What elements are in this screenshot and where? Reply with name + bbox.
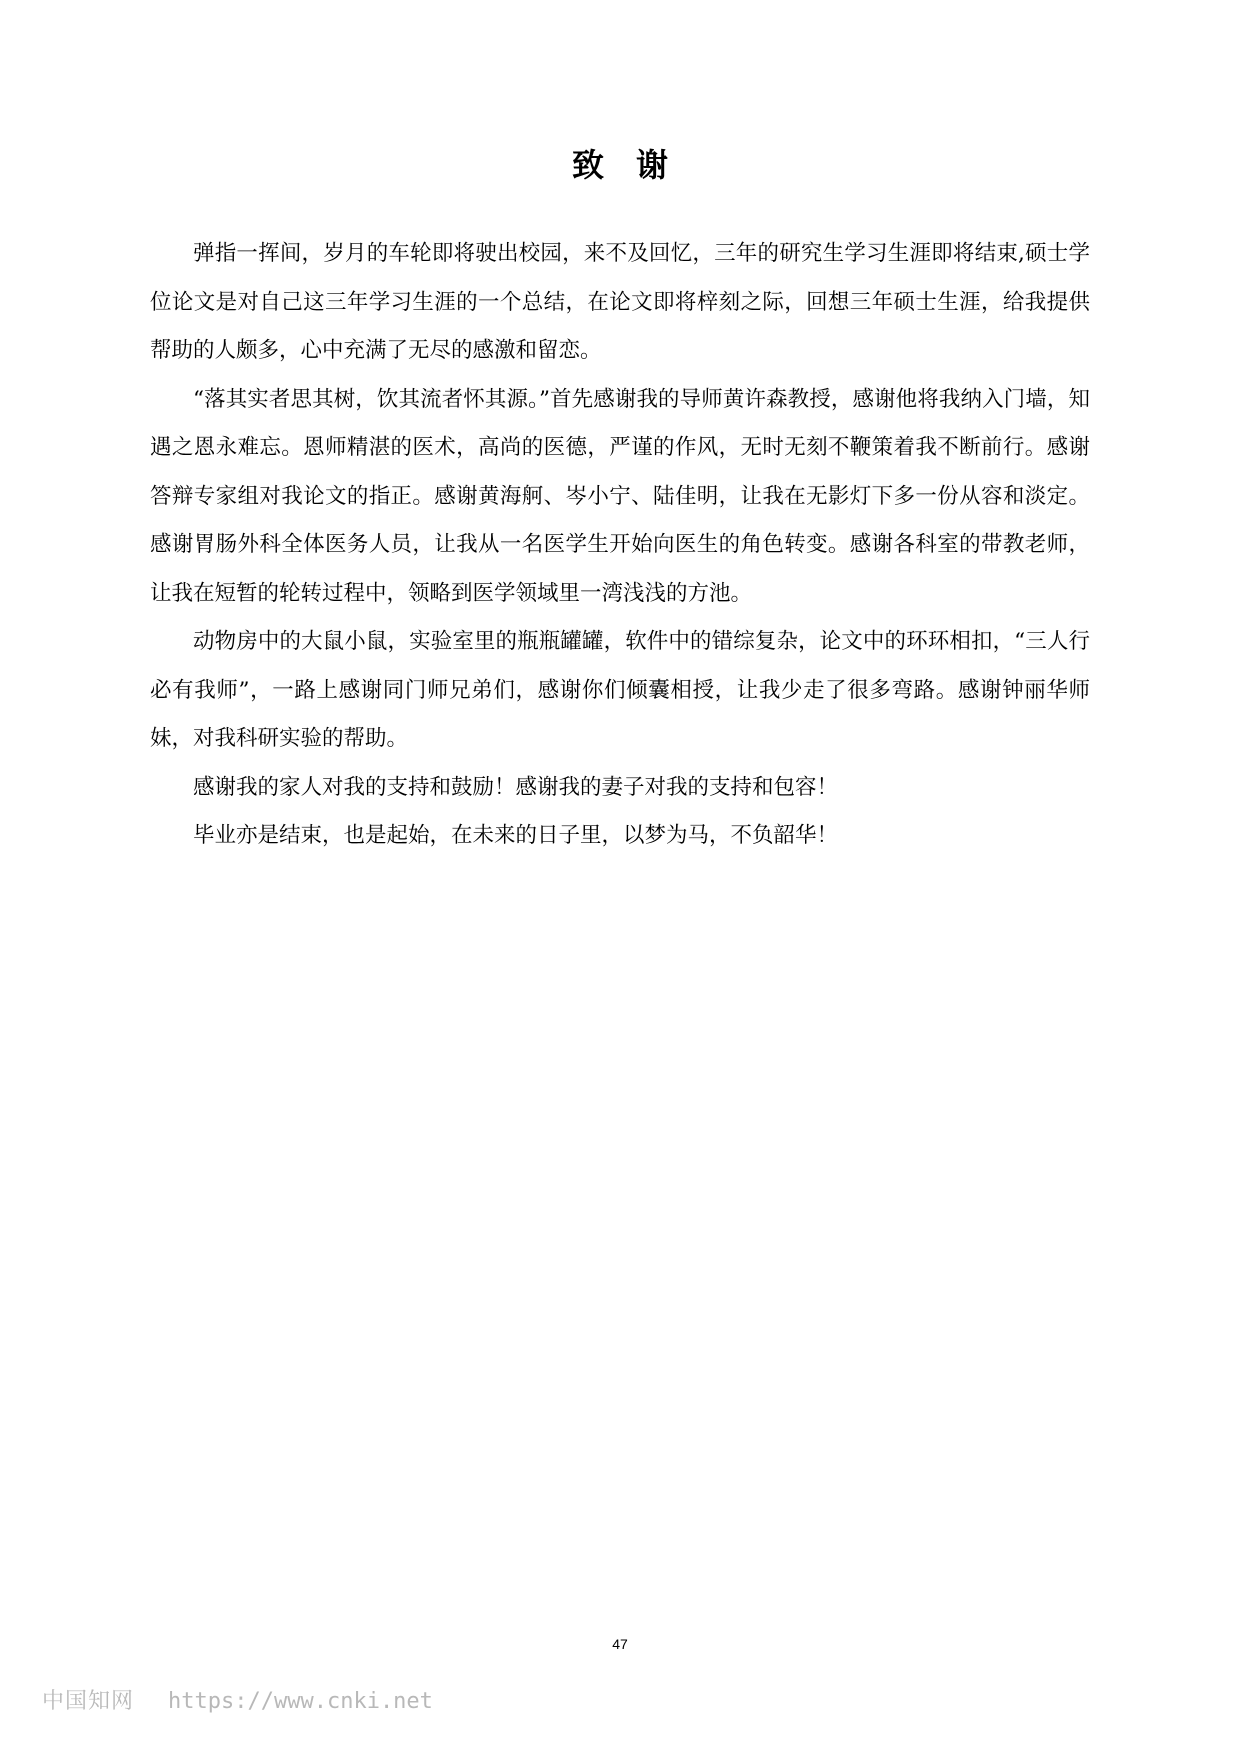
paragraph-family: 感谢我的家人对我的支持和鼓励！感谢我的妻子对我的支持和包容！ (193, 774, 839, 800)
paragraph-opening: 弹指一挥间，岁月的车轮即将驶出校园，来不及回忆，三年的研究生学习生涯即将结束,硕士学位论文是对自己这三年学习生涯的一个总结，在论文即将梓刻之际，回想三年硕士生涯，给我提供帮助的人颇多，心中充满了无尽的感激和留恋。 (150, 241, 1090, 363)
acknowledgement-body (150, 230, 1090, 861)
cnki-watermark (42, 1684, 433, 1715)
paragraph-closing: 毕业亦是结束，也是起始，在未来的日子里，以梦为马，不负韶华！ (193, 823, 839, 848)
watermark-brand: 中国知网 (42, 1689, 135, 1714)
paragraph-classmates: 动物房中的大鼠小鼠，实验室里的瓶瓶罐罐，软件中的错综复杂，论文中的环环相扣，“三人行必有我师”，一路上感谢同门师兄弟们，感谢你们倾囊相授，让我少走了很多弯路。感谢钟丽华师妹，对我科研实验的帮助。 (150, 629, 1090, 751)
paragraph-mentor: “落其实者思其树，饮其流者怀其源。”首先感谢我的导师黄许森教授，感谢他将我纳入门墙，知遇之恩永难忘。恩师精湛的医术，高尚的医德，严谨的作风，无时无刻不鞭策着我不断前行。感谢答辩专家组对我论文的指正。感谢黄海舸、岑小宁、陆佳明，让我在无影灯下多一份从容和淡定。感谢胃肠外科全体医务人员，让我从一名医学生开始向医生的角色转变。感谢各科室的带教老师，让我在短暂的轮转过程中，领略到医学领域里一湾浅浅的方池。 (150, 386, 1090, 606)
watermark-url: https://www.cnki.net (168, 1689, 433, 1714)
page-title: 致谢 (571, 146, 700, 184)
page-number: 47 (612, 1636, 628, 1652)
